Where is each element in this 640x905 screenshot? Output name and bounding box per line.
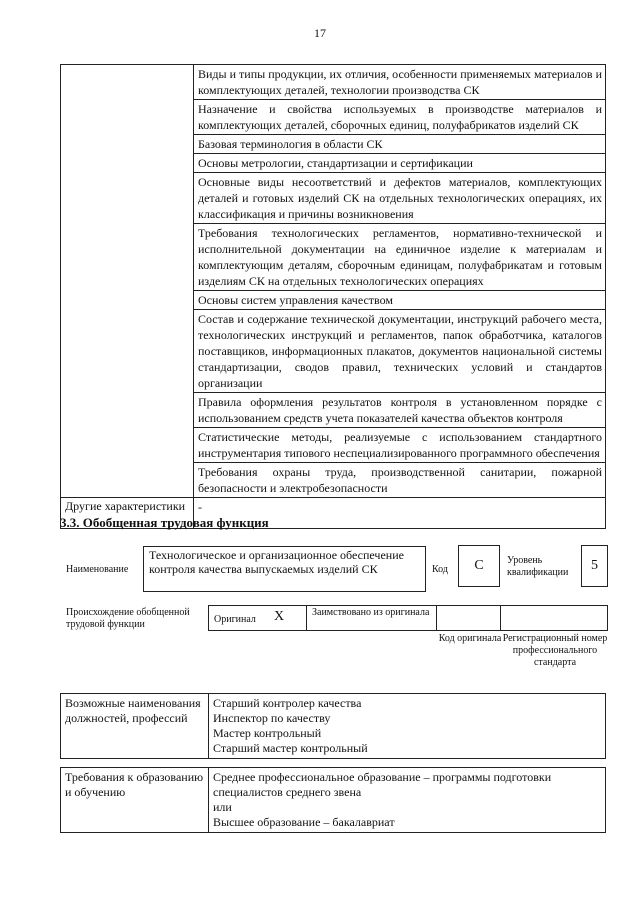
knowledge-item: Базовая терминология в области СК xyxy=(194,135,606,154)
list-item: или xyxy=(213,800,232,814)
positions-label: Возможные наименования должностей, профессий xyxy=(61,694,209,759)
other-characteristics-label: Другие характеристики xyxy=(61,498,194,529)
knowledge-item: Требования технологических регламентов, нормативно-технической и исполнительной документации на единичное изделие к материалам и комплектующим деталям, сборочным единицам, полуфабрикатам и готовым изделиям СК на отдельных технологических операциях xyxy=(194,224,606,291)
registration-number-cell xyxy=(501,606,607,630)
knowledge-item: Виды и типы продукции, их отличия, особенности применяемых материалов и комплектующих деталей, технологии производства СК xyxy=(194,65,606,100)
original-label: Оригинал xyxy=(214,614,256,625)
page-number: 17 xyxy=(314,26,326,40)
knowledge-table xyxy=(60,64,606,529)
original-cell xyxy=(209,606,307,630)
list-item: Высшее образование – бакалавриат xyxy=(213,815,395,829)
knowledge-item: Правила оформления результатов контроля в установленном порядке с использованием средств учета показателей качества объектов контроля xyxy=(194,393,606,428)
section-title: 3.3. Обобщенная трудовая функция xyxy=(60,515,269,530)
knowledge-item: Статистические методы, реализуемые с использованием стандартного инструментария типового неспециализированного программного обеспечения xyxy=(194,428,606,463)
code-label: Код xyxy=(432,564,448,575)
origin-label: Происхождение обобщенной трудовой функции xyxy=(66,607,190,630)
knowledge-item: Основные виды несоответствий и дефектов материалов, комплектующих деталей и готовых изделий СК на отдельных технологических операциях, их классификация и причины возникновения xyxy=(194,173,606,224)
level-value-box: 5 xyxy=(581,545,608,587)
table-row xyxy=(61,694,606,759)
table-row xyxy=(61,65,606,100)
list-item: Среднее профессиональное образование – программы подготовки специалистов среднего звена xyxy=(213,770,552,799)
code-value-box: C xyxy=(458,545,500,587)
borrowed-label: Заимствовано из оригинала xyxy=(312,607,430,618)
positions-values xyxy=(209,694,606,759)
list-item: Инспектор по качеству xyxy=(213,711,331,725)
knowledge-item: Состав и содержание технической документации, инструкций рабочего места, технологических инструкций и регламентов, папок обработчика, каталогов поставщиков, информационных плакатов, документов национальной системы стандартизации, сводов правил, технических условий и стандартов организации xyxy=(194,310,606,393)
knowledge-item: Назначение и свойства используемых в производстве материалов и комплектующих деталей, сборочных единиц, полуфабрикатов изделий СК xyxy=(194,100,606,135)
name-label: Наименование xyxy=(66,564,129,575)
original-mark: X xyxy=(274,609,285,624)
list-item: Старший мастер контрольный xyxy=(213,741,368,755)
knowledge-label-cell xyxy=(61,65,194,498)
registration-number-caption: Регистрационный номер профессионального стандарта xyxy=(502,633,608,668)
original-code-caption: Код оригинала xyxy=(438,633,502,644)
knowledge-item: Требования охраны труда, производственной санитарии, пожарной безопасности и электробезопасности xyxy=(194,463,606,498)
positions-table xyxy=(60,693,606,759)
origin-row xyxy=(208,605,608,631)
knowledge-item: Основы метрологии, стандартизации и сертификации xyxy=(194,154,606,173)
function-name-box: Технологическое и организационное обеспечение контроля качества выпускаемых изделий СК xyxy=(143,546,426,592)
level-label: Уровень квалификации xyxy=(507,555,569,578)
list-item: Мастер контрольный xyxy=(213,726,322,740)
original-code-cell xyxy=(437,606,501,630)
education-label: Требования к образованию и обучению xyxy=(61,768,209,833)
education-table xyxy=(60,767,606,833)
table-row xyxy=(61,768,606,833)
list-item: Старший контролер качества xyxy=(213,696,362,710)
knowledge-item: Основы систем управления качеством xyxy=(194,291,606,310)
other-characteristics-value: - xyxy=(194,498,606,529)
borrowed-cell xyxy=(307,606,437,630)
education-values xyxy=(209,768,606,833)
